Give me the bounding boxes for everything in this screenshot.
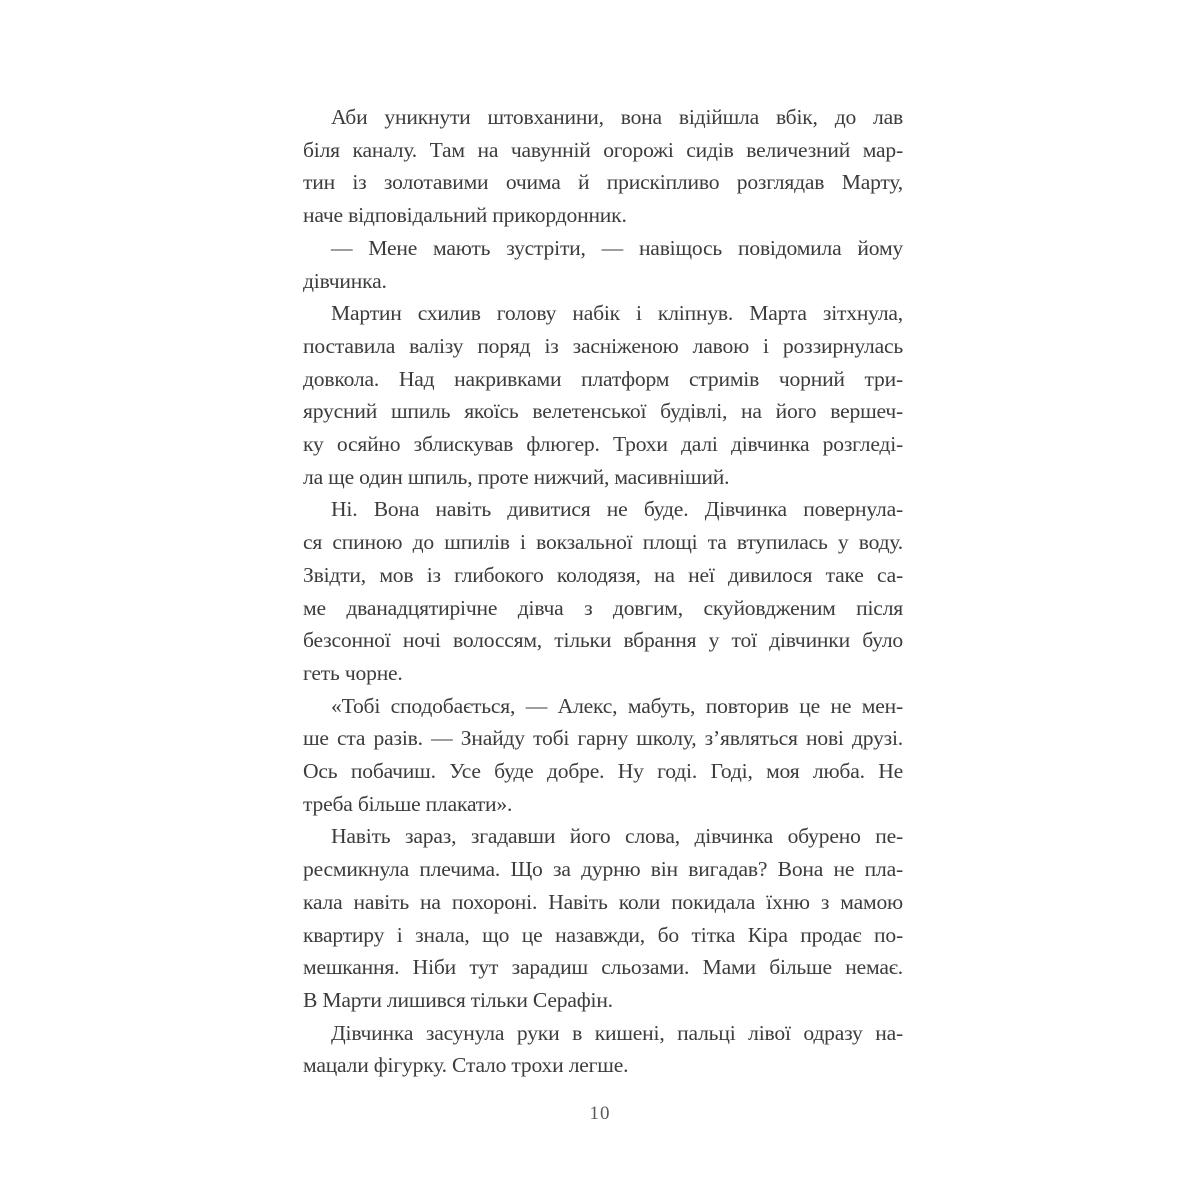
text-line: Звідти, мов із глибокого колодязя, на неї дивилося таке са- <box>303 562 903 587</box>
text-line: мешкання. Ніби тут зарадиш сльозами. Мами більше немає. <box>303 955 903 980</box>
text-line: Ось побачиш. Усе буде добре. Ну годі. Годі, моя люба. Не <box>303 759 903 784</box>
text-line: ся спиною до шпилів і вокзальної площі та втупилась у воду. <box>303 530 903 555</box>
text-line: ку осяйно зблискував флюгер. Трохи далі дівчинка розгледі- <box>303 432 903 457</box>
text-line: кала навіть на похороні. Навіть коли покидала їхню з мамою <box>303 889 903 914</box>
paragraph <box>303 820 903 1016</box>
text-line: тин із золотавими очима й прискіпливо розглядав Марту, <box>303 170 903 195</box>
paragraph <box>303 232 903 297</box>
text-line: Навіть зараз, згадавши його слова, дівчинка обурено пе- <box>331 824 903 849</box>
text-line: Ні. Вона навіть дивитися не буде. Дівчинка повернула- <box>331 497 903 522</box>
text-line: В Марти лишився тільки Серафін. <box>303 987 613 1012</box>
text-line: Дівчинка засунула руки в кишені, пальці лівої одразу на- <box>331 1020 903 1045</box>
text-line: ше ста разів. — Знайду тобі гарну школу, з’являться нові друзі. <box>303 726 903 751</box>
paragraph <box>303 1017 903 1082</box>
text-line: безсонної ночі волоссям, тільки вбрання у тої дівчинки було <box>303 628 903 653</box>
paragraph <box>303 101 903 232</box>
text-line: ресмикнула плечима. Що за дурню він вигадав? Вона не пла- <box>303 857 903 882</box>
text-line: дівчинка. <box>303 268 387 293</box>
text-line: поставила валізу поряд із засніженою лавою і роззирнулась <box>303 333 903 358</box>
text-line: довкола. Над накривками платформ стримів чорний три- <box>303 366 903 391</box>
text-line: — Мене мають зустріти, — навіщось повідомила йому <box>331 235 903 260</box>
paragraph <box>303 690 903 821</box>
text-line: мацали фігурку. Стало трохи легше. <box>303 1053 629 1078</box>
text-line: біля каналу. Там на чавунній огорожі сидів величезний мар- <box>303 137 903 162</box>
page-text <box>303 101 903 1082</box>
text-line: ла ще один шпиль, проте нижчий, масивніший. <box>303 464 730 489</box>
text-line: Мартин схилив голову набік і кліпнув. Марта зітхнула, <box>331 301 903 326</box>
paragraph <box>303 297 903 493</box>
text-line: треба більше плакати». <box>303 791 513 816</box>
text-line: ярусний шпиль якоїсь велетенської будівлі, на його вершеч- <box>303 399 903 424</box>
text-line: геть чорне. <box>303 660 403 685</box>
paragraph <box>303 493 903 689</box>
text-line: ме дванадцятирічне дівча з довгим, скуйовдженим після <box>303 595 903 620</box>
text-line: «Тобі сподобається, — Алекс, мабуть, повторив це не мен- <box>331 693 903 718</box>
text-line: квартиру і знала, що це назавжди, бо тітка Кіра продає по- <box>303 922 903 947</box>
page-number: 10 <box>589 1103 611 1124</box>
text-line: наче відповідальний прикордонник. <box>303 203 627 228</box>
text-line: Аби уникнути штовханини, вона відійшла вбік, до лав <box>331 105 903 129</box>
